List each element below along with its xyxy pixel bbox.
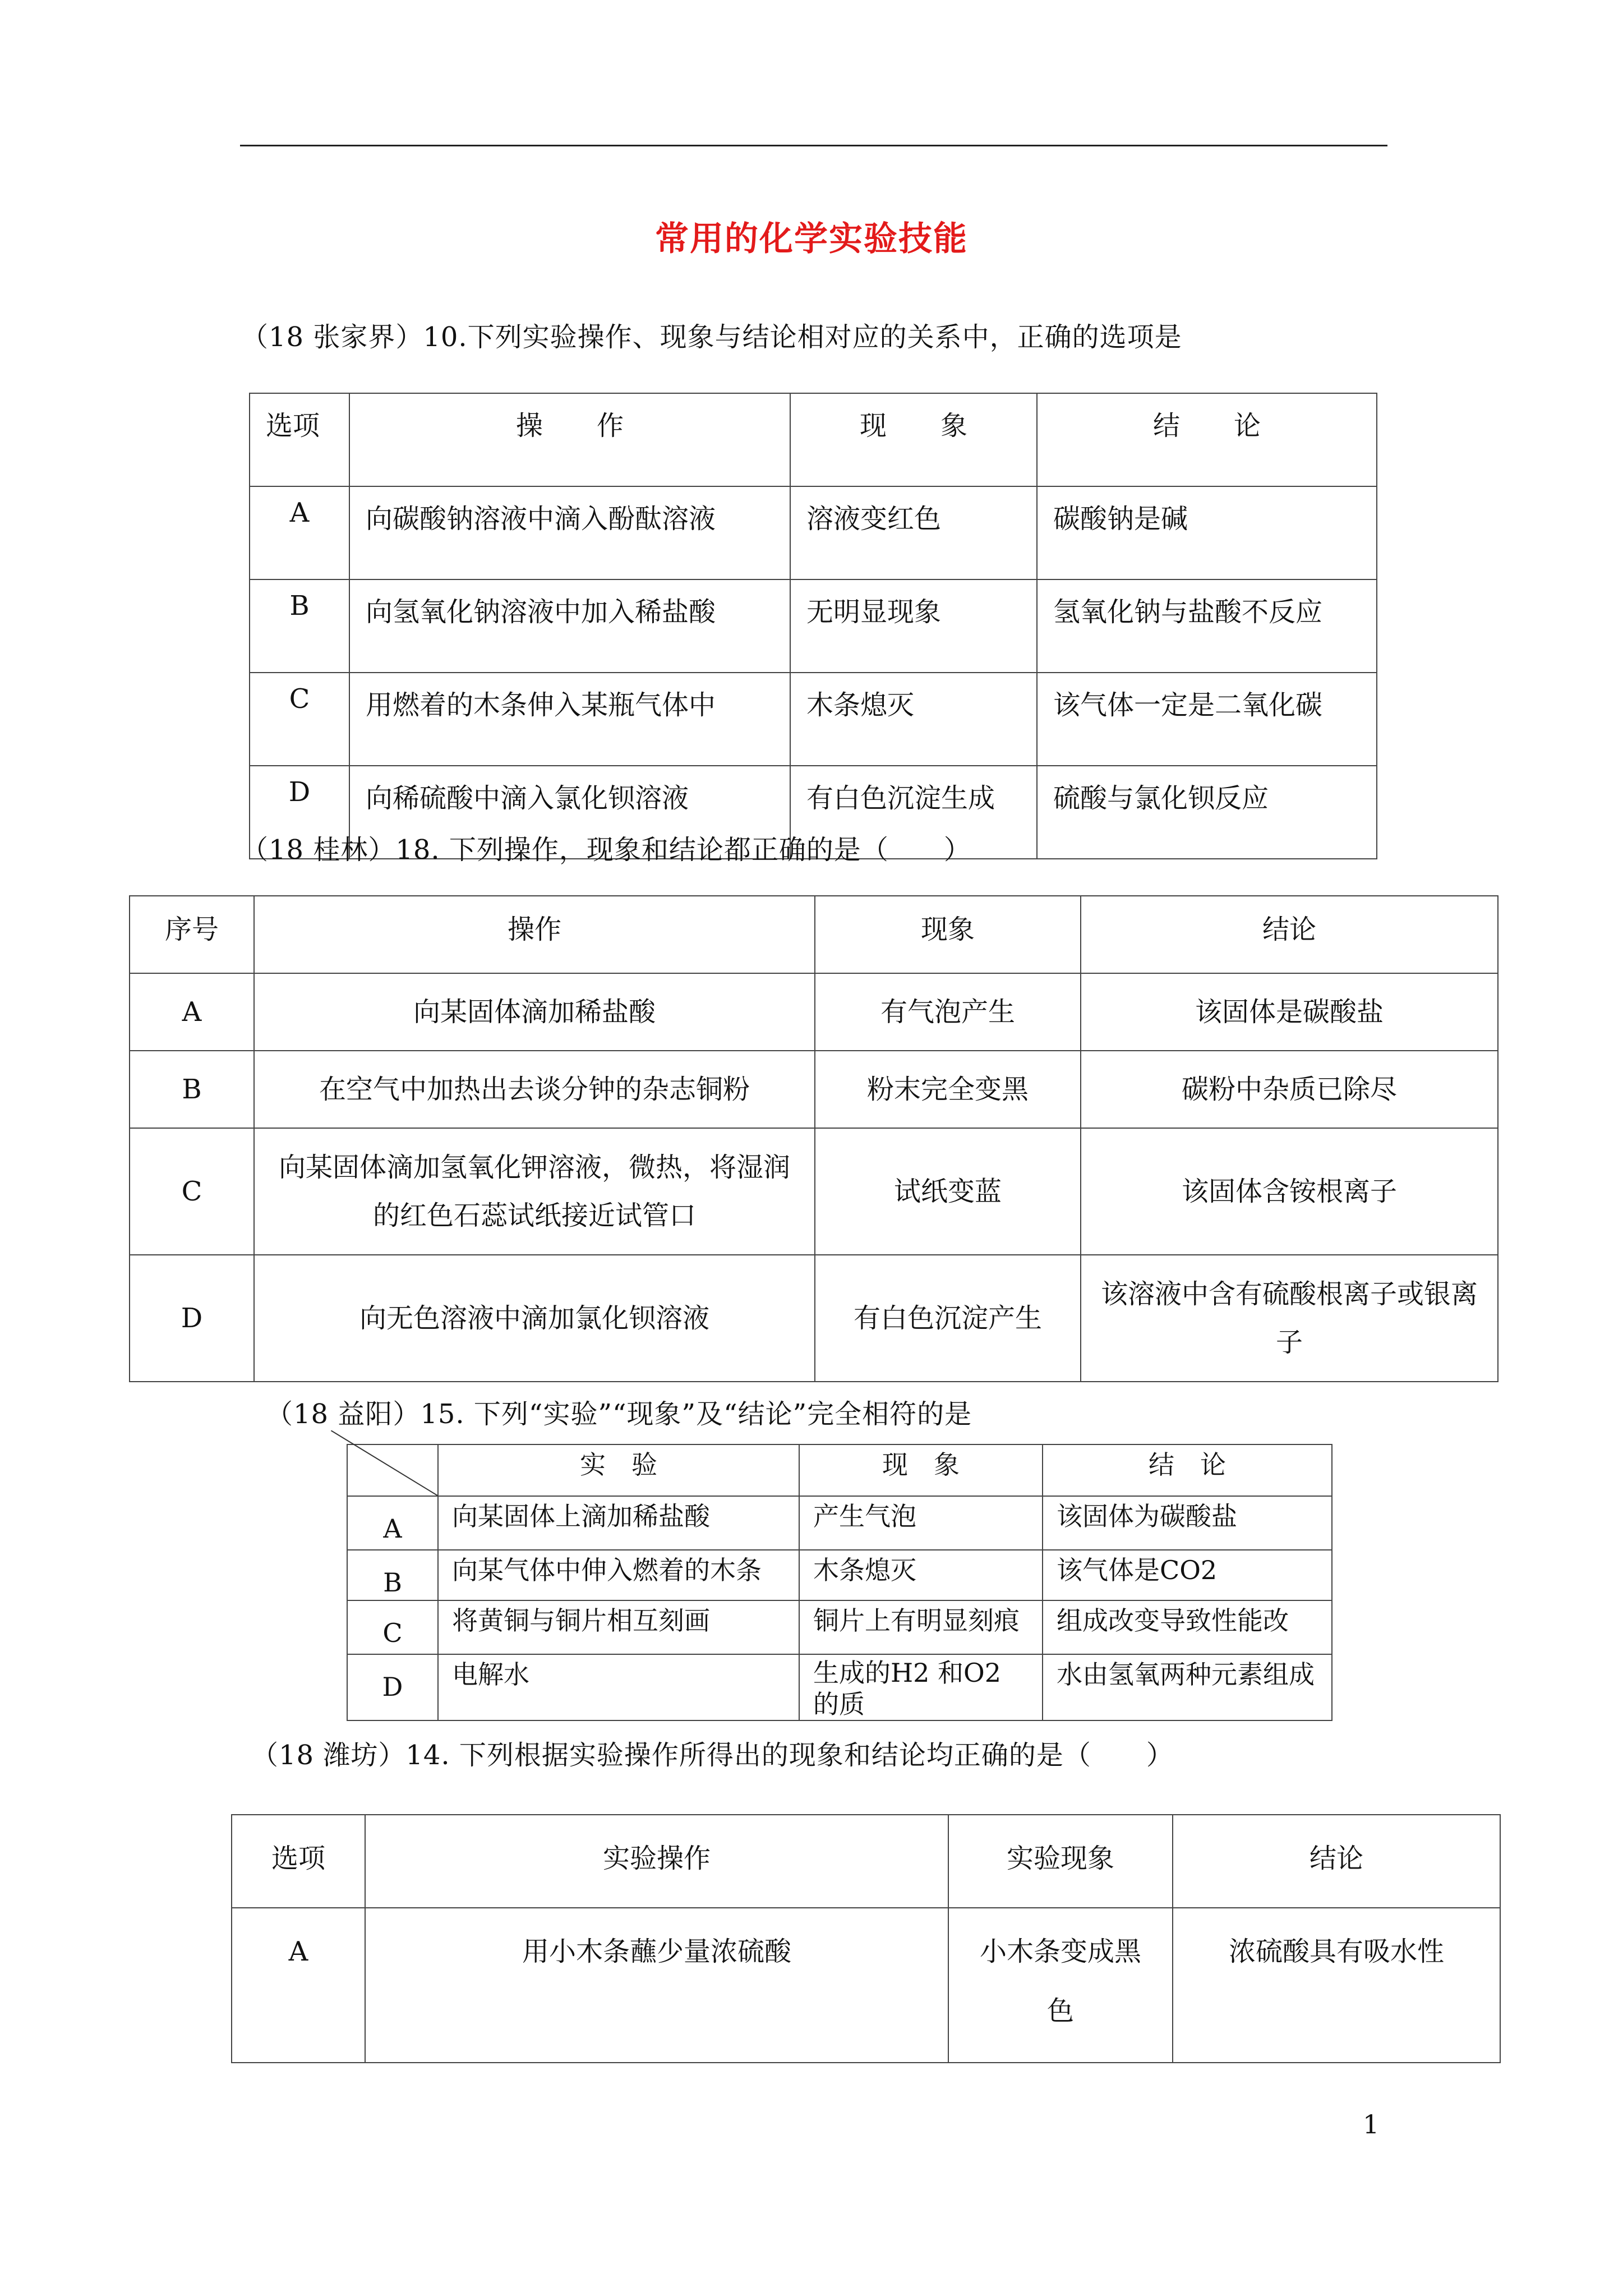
operation-cell: 向稀硫酸中滴入氯化钡溶液 (349, 766, 790, 859)
table-row (130, 1255, 1498, 1382)
table-row (130, 1051, 1498, 1128)
question-4-table (231, 1814, 1501, 2063)
option-label: C (130, 1128, 254, 1255)
conclusion-cell: 该气体一定是二氧化碳 (1037, 673, 1377, 766)
table-row (250, 486, 1377, 579)
option-label: A (130, 973, 254, 1051)
table-row (347, 1496, 1332, 1550)
table-header-row (250, 393, 1377, 486)
table-row (347, 1654, 1332, 1720)
operation-cell: 向碳酸钠溶液中滴入酚酞溶液 (349, 486, 790, 579)
option-label: D (250, 766, 349, 859)
operation-cell: 向无色溶液中滴加氯化钡溶液 (254, 1255, 815, 1382)
option-label: A (250, 486, 349, 579)
phenomenon-cell: 有气泡产生 (815, 973, 1081, 1051)
conclusion-cell: 浓硫酸具有吸水性 (1173, 1908, 1500, 2063)
phenomenon-cell: 木条熄灭 (790, 673, 1037, 766)
phenomenon-cell: 粉末完全变黑 (815, 1051, 1081, 1128)
header-cell: 结论 (1081, 896, 1498, 973)
table-row (250, 673, 1377, 766)
question-3-stem: （18 益阳）15. 下列“实验”“现象”及“结论”完全相符的是 (266, 1398, 972, 1430)
phenomenon-cell: 溶液变红色 (790, 486, 1037, 579)
table-row (347, 1600, 1332, 1654)
question-2-stem: （18 桂林）18. 下列操作，现象和结论都正确的是（ ） (241, 834, 971, 866)
experiment-cell: 电解水 (438, 1654, 799, 1720)
phenomenon-cell: 铜片上有明显刻痕 (799, 1600, 1043, 1654)
conclusion-cell: 水由氢氧两种元素组成 (1043, 1654, 1332, 1720)
option-label: D (347, 1654, 438, 1720)
conclusion-cell: 组成改变导致性能改 (1043, 1600, 1332, 1654)
conclusion-cell: 该气体是CO2 (1043, 1550, 1332, 1600)
option-label: D (130, 1255, 254, 1382)
option-label: B (250, 579, 349, 673)
conclusion-cell: 该固体是碳酸盐 (1081, 973, 1498, 1051)
question-1-table (249, 393, 1377, 859)
question-1-stem: （18 张家界）10.下列实验操作、现象与结论相对应的关系中，正确的选项是 (241, 321, 1182, 353)
table-header-row (130, 896, 1498, 973)
phenomenon-cell: 小木条变成黑色 (948, 1908, 1173, 2063)
table-header-row (232, 1815, 1500, 1908)
header-cell: 现象 (815, 896, 1081, 973)
header-cell: 实 验 (438, 1444, 799, 1496)
phenomenon-cell: 产生气泡 (799, 1496, 1043, 1550)
experiment-cell: 向某固体上滴加稀盐酸 (438, 1496, 799, 1550)
operation-cell: 向氢氧化钠溶液中加入稀盐酸 (349, 579, 790, 673)
conclusion-cell: 硫酸与氯化钡反应 (1037, 766, 1377, 859)
conclusion-cell: 碳酸钠是碱 (1037, 486, 1377, 579)
table-row (250, 579, 1377, 673)
header-cell: 序号 (130, 896, 254, 973)
header-cell: 选项 (232, 1815, 365, 1908)
page-number: 1 (1363, 2109, 1380, 2139)
conclusion-cell: 该溶液中含有硫酸根离子或银离子 (1081, 1255, 1498, 1382)
phenomenon-cell: 生成的H2 和O2 的质 (799, 1654, 1043, 1720)
phenomenon-cell: 试纸变蓝 (815, 1128, 1081, 1255)
table-header-row (347, 1444, 1332, 1496)
option-label: C (347, 1600, 438, 1654)
conclusion-cell: 该固体含铵根离子 (1081, 1128, 1498, 1255)
header-cell: 操 作 (349, 393, 790, 486)
table-row (347, 1550, 1332, 1600)
option-label: B (130, 1051, 254, 1128)
operation-cell: 用小木条蘸少量浓硫酸 (365, 1908, 948, 2063)
operation-cell: 向某固体滴加氢氧化钾溶液，微热，将湿润的红色石蕊试纸接近试管口 (254, 1128, 815, 1255)
table-row (130, 1128, 1498, 1255)
conclusion-cell: 该固体为碳酸盐 (1043, 1496, 1332, 1550)
phenomenon-cell: 木条熄灭 (799, 1550, 1043, 1600)
header-cell: 结 论 (1037, 393, 1377, 486)
phenomenon-cell: 无明显现象 (790, 579, 1037, 673)
question-2-table (129, 895, 1498, 1382)
conclusion-cell: 碳粉中杂质已除尽 (1081, 1051, 1498, 1128)
operation-cell: 在空气中加热出去谈分钟的杂志铜粉 (254, 1051, 815, 1128)
option-label: A (232, 1908, 365, 2063)
question-3-table (347, 1444, 1332, 1721)
question-4-stem: （18 潍坊）14. 下列根据实验操作所得出的现象和结论均正确的是（ ） (251, 1740, 1174, 1771)
header-cell: 操作 (254, 896, 815, 973)
table-row (232, 1908, 1500, 2063)
experiment-cell: 将黄铜与铜片相互刻画 (438, 1600, 799, 1654)
header-cell: 结 论 (1043, 1444, 1332, 1496)
page-title: 常用的化学实验技能 (655, 219, 968, 259)
diagonal-divider (331, 1430, 443, 1498)
conclusion-cell: 氢氧化钠与盐酸不反应 (1037, 579, 1377, 673)
header-rule (240, 145, 1387, 146)
header-cell: 现 象 (799, 1444, 1043, 1496)
option-label: A (347, 1496, 438, 1550)
header-cell: 实验操作 (365, 1815, 948, 1908)
operation-cell: 向某固体滴加稀盐酸 (254, 973, 815, 1051)
option-label: B (347, 1550, 438, 1600)
phenomenon-cell: 有白色沉淀生成 (790, 766, 1037, 859)
header-cell: 选项 (250, 393, 349, 486)
option-label: C (250, 673, 349, 766)
table-row (130, 973, 1498, 1051)
operation-cell: 用燃着的木条伸入某瓶气体中 (349, 673, 790, 766)
phenomenon-cell: 有白色沉淀产生 (815, 1255, 1081, 1382)
header-cell: 结论 (1173, 1815, 1500, 1908)
header-cell: 现 象 (790, 393, 1037, 486)
header-cell: 实验现象 (948, 1815, 1173, 1908)
experiment-cell: 向某气体中伸入燃着的木条 (438, 1550, 799, 1600)
